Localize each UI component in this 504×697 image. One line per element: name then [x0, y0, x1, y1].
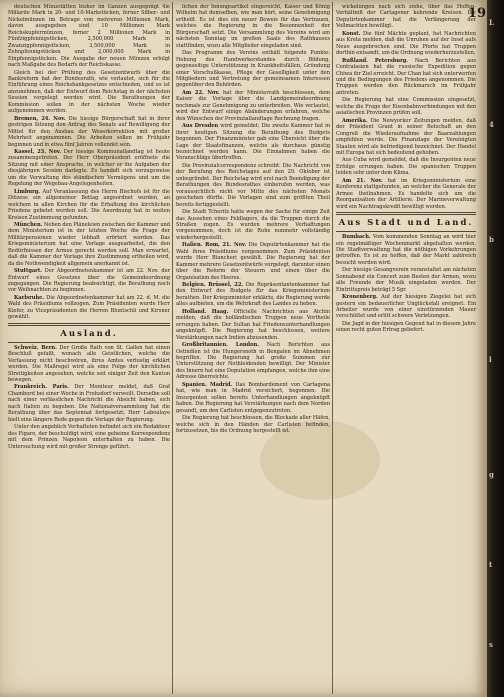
article-paragraph	[176, 123, 330, 162]
article-text: Die Regierung hat eine Commission eingesetzt, welche die Frage der Eisenbahnverbindungen mit den asiatischen Provinzen prüfen soll.	[336, 97, 476, 117]
article-text: Neben den Pläneleien zwischen der Kammer und dem Ministerium ist in der letzten Woche die Frage der Militärpensionen wieder lebhaft erörtert worden. Das Kriegsministerium hat eine Vorlage ausgearbeitet, die den Bedürfnissen der Armee gerecht werden soll. Man erwartet, daß die Kammer der Vorlage ihre Zustimmung ertheilen wird, da die Nothwendigkeit allgemein anerkannt ist.	[8, 221, 170, 267]
column-2	[176, 4, 330, 694]
article-dateline: Rußland. Petersburg.	[342, 57, 409, 64]
edge-letter: l	[489, 355, 492, 364]
article-dateline: Holland. Haag.	[182, 308, 229, 315]
article-text: Officielle Nachrichten aus Atchin melden, daß die holländischen Truppen neue Vortheile errungen haben. Der Sultan hat Friedensunterhandlungen angeknüpft. Die Regierung hat beschlossen, weitere Verstärkungen nach Indien abzusenden.	[176, 308, 330, 341]
article-text: Der hiesige Gesangverein veranstaltet am nächsten Sonnabend ein Concert zum Besten der Armen, wozu alle Freunde der Musik eingeladen werden. Der Eintrittspreis beträgt 5 Sgr.	[336, 267, 476, 293]
article-paragraph	[336, 118, 476, 157]
edge-letter: 4	[489, 120, 494, 129]
article-paragraph	[176, 282, 330, 308]
article-paragraph	[8, 295, 170, 321]
article-paragraph	[8, 222, 170, 267]
article-dateline: Schweiz. Bern.	[14, 344, 57, 351]
article-dateline: Limburg.	[14, 188, 41, 195]
section-rule	[336, 212, 476, 215]
article-text: Die Abgeordnetenkammer hat am 22. d. M. die Wahl des Präsidiums vollzogen. Zum Präsidenten wurde Herr Kiefer, zu Vicepräsidenten die Herren Bluntschli und Kirsner gewählt.	[8, 294, 170, 321]
article-dateline: Stuttgart.	[14, 268, 42, 275]
edge-letter: b	[489, 235, 494, 244]
article-paragraph	[176, 50, 330, 89]
article-text: Vom kommenden Sonntag an wird hier ein regelmäßiger Wochenmarkt abgehalten werden. Die Stadtverwaltung hat die nöthigen Vorkehrungen getroffen. Es ist zu hoffen, daß der Markt zahlreich besucht werden wird.	[336, 234, 476, 266]
article-text: Nach Berichten aus Ostindien ist die Hungersnoth in Bengalen im Abnehmen begriffen. Die Regierung hat große Summen zur Unterstützung der Nothleidenden bewilligt. Der Minister des Innern hat eine Deputation empfangen, welche ihm eine Adresse überreichte.	[176, 342, 330, 381]
article-paragraph	[176, 209, 330, 241]
article-text: Gleich bei der Prüfung des Gesetzentwurfs über die Bankreform hat der Bundesrath, wie verlautet, sich für die Einführung eines Reichsbankgesetzes entschieden, und es ist anzunehmen, daß der Entwurf dem Reichstag in der nächsten Session vorgelegt werden wird. Die Berathungen der Kommission sollen in der nächsten Woche wieder aufgenommen werden.	[8, 69, 170, 115]
article-text: Das Bombardement von Cartagena hat, wie man in Madrid versichert, begonnen. Die Insurgenten sollen bereits Unterhandlungen angeknüpft haben. Die Regierung hat Verstärkungen nach dem Norden gesandt, um den Carlisten entgegenzutreten.	[176, 381, 330, 414]
article-paragraph	[336, 267, 476, 293]
article-text: Unter den angeblich Verhafteten befindet sich ein Redakteur des Figaro, der beschuldigt wird, eine geheime Korrespondenz mit dem Prinzen Napoleon unterhalten zu haben. Die Untersuchung wird mit großer Strenge geführt.	[8, 424, 170, 450]
article-paragraph	[336, 178, 476, 210]
edge-letter: t	[489, 560, 493, 569]
article-dateline: Kronenberg.	[342, 294, 378, 301]
article-text: Die Repräsentantenkammer hat den Entwurf des Budgets für das Kriegsministerium berathen. Der Kriegsminister erklärte, die Regierung werde alles aufbieten, um die Wehrkraft des Landes zu heben.	[176, 282, 330, 308]
article-paragraph	[176, 90, 330, 122]
column-3	[336, 4, 476, 694]
column-1	[8, 4, 170, 694]
article-dateline: Karlsruhe.	[14, 294, 45, 301]
article-text: Die hiesige Bürgerschaft hat in ihrer gestrigen Sitzung den Antrag des Senats auf Bewilligung der Mittel für den Ausbau der Weserkorrektion mit großer Mehrheit angenommen. Die Arbeiten sollen im Frühjahr beginnen und in etwa fünf Jahren vollendet sein.	[8, 115, 170, 148]
article-text: Der Moniteur meldet, daß Graf Chambord bei einer Woche in Frohsdorf verweilt. Derselbe soll nach einer verlässlichen Nachricht die Absicht haben, sich nach Italien zu begeben. Die Nationalversammlung hat die Berathung über das Septennat fortgesetzt; Herr Laboulaye hielt eine längere Rede gegen die Vorlage der Regierung.	[8, 384, 170, 423]
article-text: Die Provinzialcorrespondenz schreibt: Die Nachricht von der Berufung des Reichstages auf den 29. Oktober ist unbegründet. Der Reichstag wird erst nach Beendigung der Berathungen des Bundesrathes einberufen werden, was voraussichtlich nicht vor Mitte des nächsten Monats geschehen dürfte. Die Vorlagen sind zum größten Theil bereits fertiggestellt.	[176, 162, 330, 208]
article-paragraph	[336, 97, 476, 116]
article-dateline: Italien. Rom, 21. Nov.	[182, 242, 247, 249]
article-text: Die Jagd in der hiesigen Gegend hat in diesem Jahre einen recht guten Ertrag geliefert.	[336, 320, 476, 334]
article-text: hat im Kriegsministerium eine Konferenz stattgefunden, an welcher die Generale der Armee theilnahmen. Es handelte sich um die Reorganisation der Artillerie. Der Marineverwaltung wird ein Nachtragskredit bewilligt werden.	[336, 177, 476, 210]
article-text: wird gemeldet: Die zweite Kammer hat in ihrer heutigen Sitzung die Berathung des Budgets begonnen. Der Finanzminister gab eine Übersicht über die Lage der Staatsfinanzen, welche als durchaus günstig bezeichnet werden kann. Die Einnahmen haben die Voranschläge übertroffen.	[176, 123, 330, 162]
article-dateline: Am 22. Nov.	[182, 89, 220, 96]
article-text: lichen der Innungsartikel eingereicht, Kaiser und König Wilhelm hat demselben, wie man hört, seine Genehmigung ertheilt. Es ist dies ein neuer Beweis für das Vertrauen, welches die Regierung in die Besonnenheit der Bürgerschaft setzt. Die Versammlung des Vereins wird am nächsten Sonntag im großen Saale des Rathhauses stattfinden, wozu alle Mitglieder eingeladen sind.	[176, 4, 330, 49]
article-paragraph	[176, 309, 330, 341]
article-text: Auf Veranlassung des Herrn Bischofs ist für die Diözese ein allgemeiner Bettag angeordnet worden, an welchem in allen Kirchen für die Erhaltung des kirchlichen Friedens gebetet werden soll. Die Anordnung hat in weiten Kreisen Zustimmung gefunden.	[8, 188, 170, 221]
article-text: Der Große Rath von St. Gallen hat einen Beschluß gefaßt, wonach alle Geistlichen, welche die Verfassung nicht beschwören, ihres Amtes verlustig erklärt werden. Die Maßregel wird als eine Folge der kirchlichen Streitigkeiten angesehen, welche seit einiger Zeit den Kanton bewegen.	[8, 344, 170, 384]
column-rule	[332, 2, 333, 694]
article-paragraph	[8, 384, 170, 423]
article-paragraph	[336, 321, 476, 334]
article-text: Auf der hiesigen Ziegelei hat sich gestern ein bedauerlicher Unglücksfall ereignet. Ein Arbeiter wurde von einer einstürzenden Mauer verschüttet und erlitt schwere Verletzungen.	[336, 294, 476, 320]
article-paragraph	[176, 342, 330, 381]
article-text: Der hiesige Kommunallandtag ist heute zusammengetreten. Der Herr Oberpräsident eröffnete die Sitzung mit einer Ansprache, in welcher er die Aufgaben der diesjährigen Session darlegte. Es handelt sich vorzugsweise um die Verwaltung des ständischen Vermögens und um die Regelung der Wegebau-Angelegenheiten.	[8, 148, 170, 188]
article-dateline: Frankreich. Paris.	[14, 384, 69, 391]
article-paragraph	[8, 149, 170, 188]
edge-letter: L	[489, 18, 494, 27]
edge-letter: g	[489, 470, 494, 479]
article-paragraph	[336, 157, 476, 176]
article-text: hat der Ministerrath beschlossen, dem Kaiser die Vorlage über die Landgemeindeordnung nochmals zur Genehmigung zu unterbreiten. Wie verlautet, wird der Entwurf einige Abänderungen erfahren, welche den Wünschen der Provinziallandtage Rechnung tragen.	[176, 89, 330, 122]
article-paragraph	[336, 4, 476, 30]
section-heading: Aus Stadt und Land.	[338, 218, 474, 229]
article-text: Aus Cuba wird gemeldet, daß die Insurgenten neue Erfolge errungen haben. Die spanischen Truppen leiden sehr unter dem Klima.	[336, 157, 476, 177]
article-paragraph	[176, 163, 330, 208]
section-heading: Ausland.	[60, 328, 118, 339]
article-paragraph	[176, 242, 330, 281]
article-dateline: Amerika.	[342, 117, 368, 124]
article-dateline: Bremen, 24. Nov.	[14, 115, 66, 122]
article-paragraph	[8, 4, 170, 69]
article-paragraph	[336, 31, 476, 57]
article-paragraph	[8, 116, 170, 148]
article-paragraph	[336, 58, 476, 97]
section-rule	[8, 342, 170, 343]
article-text: Das Programm des Vereins enthält folgende Punkte: Hebung des Handwerkerstandes durch Bildung, gegenseitige Unterstützung in Krankheitsfällen, Gründung einer Vorschußkasse, Pflege der Geselligkeit unter den Mitgliedern und Vertretung der gemeinsamen Interessen gegenüber den Behörden.	[176, 50, 330, 89]
article-paragraph	[8, 345, 170, 384]
article-text: deutschen Münzstätten bisher im Ganzen ausgeprägt 4ie Millarde Mark in 20- und 10-Markstücken, ferner Silber- und Nickelmünzen im Betrage von mehreren Millionen Mark, davon ausgegeben sind 10 Millionen Mark Reichskupfermünzen, ferner 2 Millionen Mark in Fünfzigpfennigstücken, 2,500,000 Mark in Zwanzigpfennigstücken, 3,500,000 Mark in Zehnpfennigstücken und 2,000,000 Mark in Einpfennigstücken. Die Ausgabe der neuen Münzen erfolgt nach Maßgabe des Bedarfs der Reichskasse.	[8, 4, 170, 69]
article-dateline: Großbritannien. London.	[182, 342, 259, 349]
article-paragraph	[176, 415, 330, 434]
article-dateline: München.	[14, 221, 43, 228]
article-dateline: Konst.	[342, 30, 361, 37]
article-text: Die Regierung hat beschlossen, die Blockade aller Häfen, welche sich in den Händen der Carlisten befinden, fortzusetzen, bis die Ordnung hergestellt ist.	[176, 415, 330, 434]
edge-letter: s	[489, 640, 493, 649]
next-page-edge	[487, 0, 504, 697]
article-dateline: Bumbach.	[342, 234, 371, 241]
article-dateline: Kassel, 23. Nov.	[14, 148, 62, 155]
section-rule	[8, 323, 170, 326]
article-paragraph	[336, 294, 476, 320]
article-text: Nach Berichten aus Centralasien hat die russische Expedition gegen Chiwa ihr Ziel erreicht. Der Chan hat sich unterworfen und die Bedingungen des Friedens angenommen. Die Truppen werden den Rückmarsch im Frühjahr antreten.	[336, 57, 476, 96]
article-paragraph	[336, 234, 476, 266]
column-rule	[172, 2, 173, 694]
article-text: Die fünf Mächte geplant, hat Nachrichten aus Kreta melden, daß die Unruhen auf der Insel aufs Neue ausgebrochen sind. Die Pforte hat Truppen dorthin entsandt, um die Ordnung wiederherzustellen.	[336, 30, 476, 57]
article-paragraph	[8, 268, 170, 294]
page-number: 19	[467, 6, 486, 21]
article-dateline: Spanien. Madrid.	[182, 381, 233, 388]
article-paragraph	[176, 4, 330, 49]
article-paragraph	[8, 424, 170, 450]
article-paragraph	[8, 189, 170, 221]
article-paragraph	[176, 382, 330, 414]
article-dateline: Am 21. Nov.	[342, 177, 383, 184]
article-dateline: Aus Dresden	[182, 123, 219, 130]
article-dateline: Belgien. Brüssel, 22.	[182, 282, 244, 289]
article-text: Der Abgeordnetenkammer ist am 22. Nov. der Entwurf eines Gesetzes über die Gemeindeordnung zugegangen. Die Regierung beabsichtigt, die Berathung noch vor Weihnachten zu beginnen.	[8, 268, 170, 294]
article-text: Die Deputirtenkammer hat die Wahl ihres Präsidiums vorgenommen. Zum Präsidenten wurde Herr Biancheri gewählt. Die Regierung hat der Kammer mehrere Gesetzentwürfe vorgelegt, darunter einen über die Reform der Steuern und einen über die Organisation des Heeres.	[176, 242, 330, 281]
article-text: Die Newyorker Zeitungen melden, daß der Präsident Grant in seiner Botschaft an den Congreß die Wiederaufnahme der Baarzahlungen empfehlen werde. Die Finanzlage der Vereinigten Staaten wird als befriedigend bezeichnet. Der Handel mit Europa hat sich bedeutend gehoben.	[336, 117, 476, 156]
article-paragraph	[8, 70, 170, 115]
article-text: Die Stadt Tcheritz hatte wegen der Sache für einige Zeit das Aussehen eines Feldlagers, da die Truppen durch die Straßen zogen. Es wurden mehrere Verhaftungen vorgenommen, doch ist die Ruhe nunmehr vollständig wiederhergestellt.	[176, 209, 330, 241]
article-text: wickelungen nach sich ziehe, über das Hoffen-Verhältniß der Cartagener kehrende Kreisen. Die Deputirtenkammer hat die Verlängerung der Vollmachten bewilligt.	[336, 4, 476, 30]
section-rule	[336, 231, 476, 232]
